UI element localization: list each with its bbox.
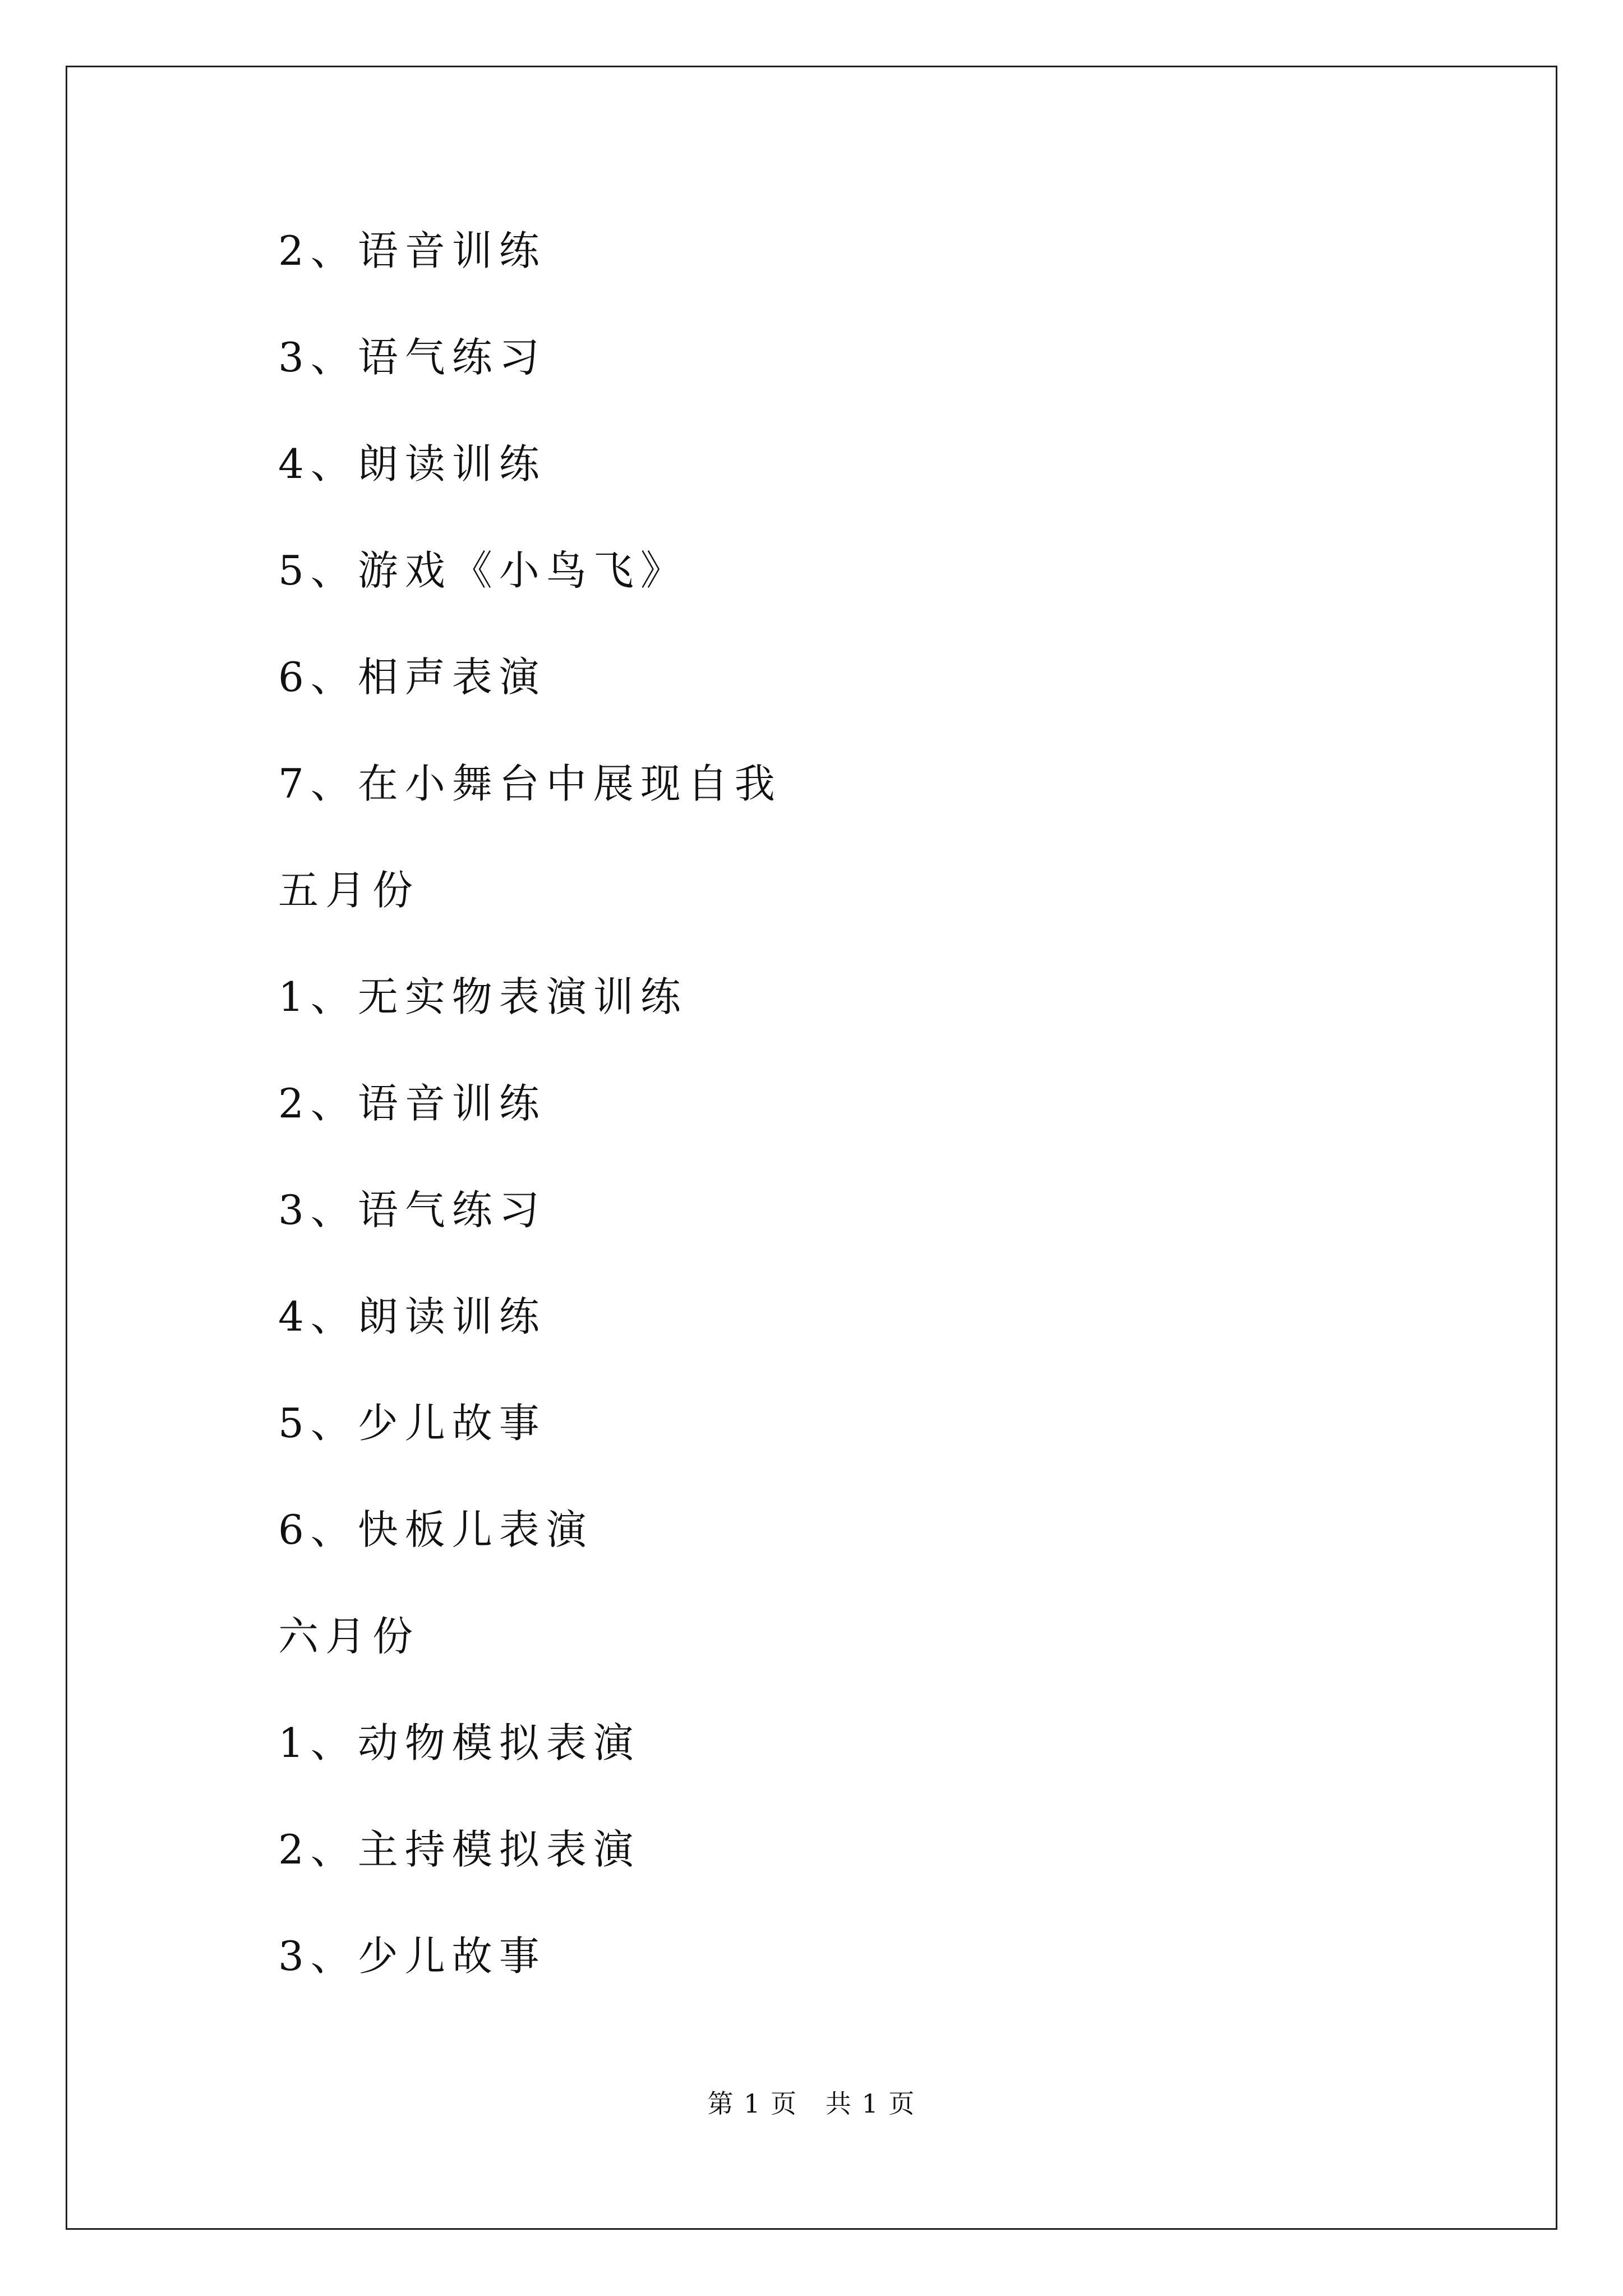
list-item: 1、无实物表演训练: [278, 973, 688, 1020]
list-item: 4、朗读训练: [278, 1293, 546, 1340]
list-item: 3、少儿故事: [278, 1932, 546, 1980]
list-item: 2、主持模拟表演: [278, 1826, 640, 1873]
list-item: 6、相声表演: [278, 654, 546, 701]
list-item: 3、语气练习: [278, 1186, 546, 1234]
list-item: 7、在小舞台中展现自我: [278, 760, 782, 807]
list-item: 4、朗读训练: [278, 440, 546, 487]
page-number-footer: 第 1 页 共 1 页: [707, 2088, 916, 2119]
list-item: 5、少儿故事: [278, 1400, 546, 1447]
list-item: 1、动物模拟表演: [278, 1719, 640, 1766]
list-item: 6、快板儿表演: [278, 1506, 593, 1553]
section-heading: 五月份: [278, 867, 420, 914]
page-border: [66, 66, 1557, 2230]
list-item: 3、语气练习: [278, 334, 546, 381]
list-item: 5、游戏《小鸟飞》: [278, 547, 688, 594]
section-heading: 六月份: [278, 1613, 420, 1660]
list-item: 2、语音训练: [278, 1080, 546, 1127]
list-item: 2、语音训练: [278, 227, 546, 274]
